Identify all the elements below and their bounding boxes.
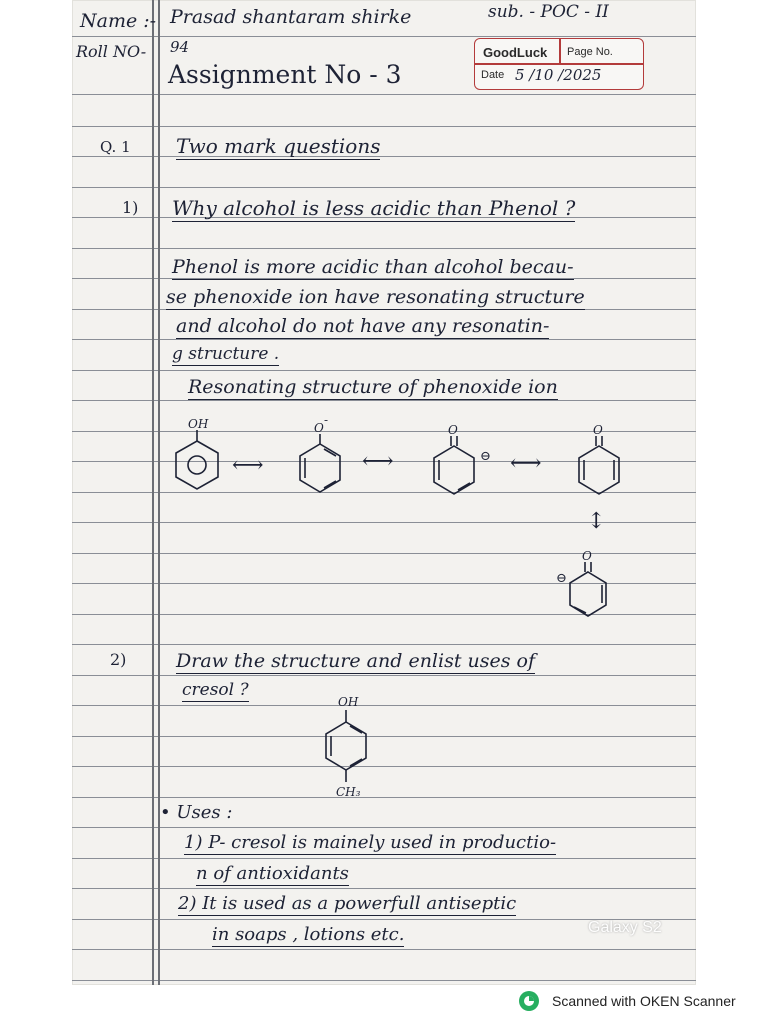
ruled-line (72, 705, 696, 706)
ruled-line (72, 949, 696, 950)
date-value: 5 /10 /2025 (515, 66, 602, 84)
section-number: Q. 1 (100, 138, 131, 156)
question-1-text: Why alcohol is less acidic than Phenol ? (172, 196, 576, 220)
date-label: Date (481, 69, 505, 81)
ruled-line (72, 370, 696, 371)
p-cresol-structure (302, 690, 382, 800)
notebook-page (72, 0, 696, 985)
ruled-line (72, 736, 696, 737)
roll-number: 94 (170, 38, 190, 56)
assignment-title: Assignment No - 3 (168, 60, 402, 89)
ruled-line (72, 797, 696, 798)
question-2-number: 2) (110, 650, 127, 669)
name-label: Name :- (80, 10, 157, 32)
o-double-label-1: O (448, 423, 458, 437)
question-1-number: 1) (122, 198, 139, 217)
roll-label: Roll NO- (76, 42, 147, 61)
answer-1-line-2: se phenoxide ion have resonating structure (166, 286, 585, 308)
use-2-line-1: 2) It is used as a powerfull antiseptic (178, 893, 517, 914)
subject-label: sub. - POC - II (488, 2, 609, 22)
stamp-divider-horizontal (475, 63, 643, 65)
answer-1-line-3: and alcohol do not have any resonatin- (176, 315, 550, 337)
use-2-line-2: in soaps , lotions etc. (212, 924, 405, 945)
uses-heading: • Uses : (160, 802, 233, 823)
ruled-line (72, 339, 696, 340)
page-no-label: Page No. (567, 46, 613, 58)
o-double-label-2: O (593, 423, 603, 437)
scanner-footer (518, 990, 736, 1012)
use-1-line-1: 1) P- cresol is mainely used in productio- (184, 832, 557, 853)
minus-label: - (324, 413, 329, 427)
ruled-line (72, 400, 696, 401)
resonance-arrow-vertical: ↕ (587, 509, 606, 534)
use-1-line-2: n of antioxidants (196, 863, 349, 884)
phenoxide-resonance-diagram (72, 410, 696, 630)
ruled-line (72, 248, 696, 249)
ruled-line (72, 980, 696, 981)
question-2-line-2: cresol ? (182, 680, 249, 700)
question-2-line-1: Draw the structure and enlist uses of (176, 650, 536, 672)
o-double-label-3: O (582, 549, 592, 563)
cresol-oh-label: OH (338, 695, 359, 709)
ruled-line (72, 675, 696, 676)
camera-watermark: Galaxy S2 (588, 919, 662, 936)
answer-1-line-1: Phenol is more acidic than alcohol becau- (172, 256, 574, 278)
keto-ortho-structure-2 (556, 549, 606, 616)
ruled-line (72, 187, 696, 188)
keto-para-structure (579, 423, 619, 494)
diagram-caption: Resonating structure of phenoxide ion (188, 376, 558, 398)
answer-1-line-4: g structure . (172, 344, 280, 364)
phenol-structure (176, 417, 218, 489)
o-minus-label: O (314, 421, 324, 435)
student-name: Prasad shantaram shirke (170, 6, 412, 28)
ruled-line (72, 156, 696, 157)
stamp-divider (559, 39, 561, 63)
scanner-text: Scanned with OKEN Scanner (552, 993, 736, 1009)
charge-label-2: ⊖ (556, 571, 567, 586)
ruled-line (72, 644, 696, 645)
ruled-line (72, 888, 696, 889)
oken-scanner-logo-icon (518, 990, 540, 1012)
cresol-ch3-label: CH₃ (336, 785, 361, 799)
ruled-line (72, 766, 696, 767)
ruled-line (72, 126, 696, 127)
ruled-line (72, 94, 696, 95)
resonance-arrow-1: ⟷ (232, 453, 264, 478)
stamp-brand: GoodLuck (483, 45, 548, 60)
charge-label-1: ⊖ (480, 449, 491, 464)
section-title: Two mark questions (176, 134, 381, 158)
resonance-arrow-2: ⟷ (362, 449, 394, 474)
keto-ortho-structure (434, 423, 491, 494)
ruled-line (72, 858, 696, 859)
page-stamp (474, 38, 644, 90)
ruled-line (72, 827, 696, 828)
phenoxide-structure (300, 413, 340, 492)
resonance-arrow-3: ⟷ (510, 451, 542, 476)
ruled-line (72, 36, 696, 37)
oh-label: OH (188, 417, 209, 431)
